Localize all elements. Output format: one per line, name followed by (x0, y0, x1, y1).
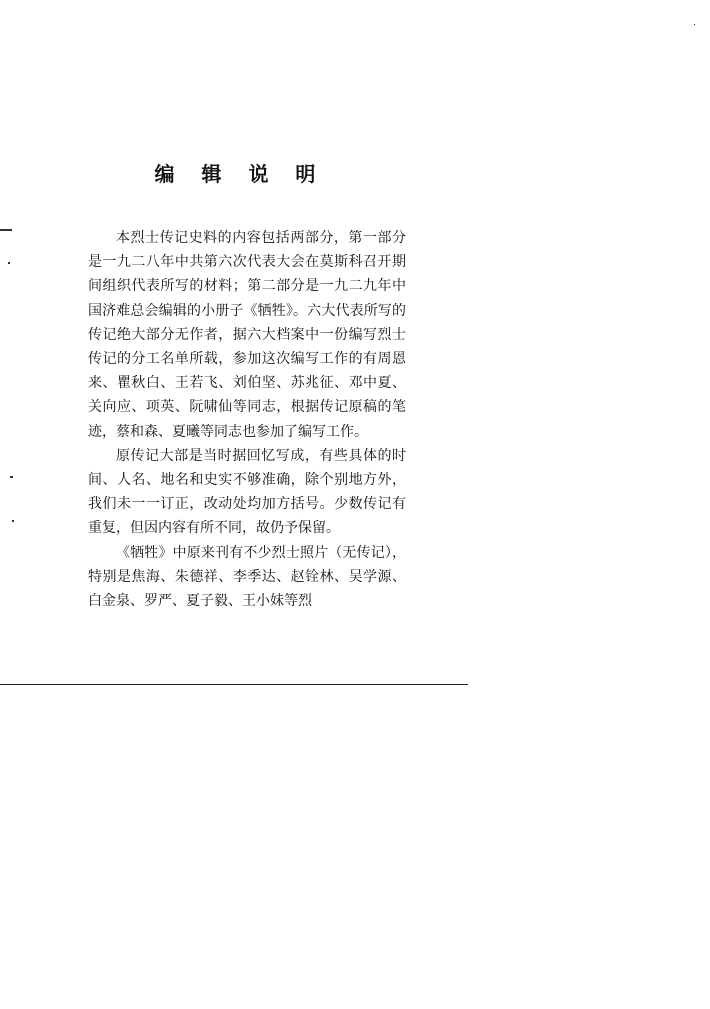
scan-mark (10, 476, 13, 478)
scan-mark (694, 24, 695, 25)
paragraph-3: 《牺牲》中原来刊有不少烈士照片（无传记），特别是焦海、朱德祥、李季达、赵铨林、吴学源、白金泉、罗严、夏子毅、王小妹等烈 (88, 544, 406, 610)
paragraph-1: 本烈士传记史料的内容包括两部分，第一部分是一九二八年中共第六次代表大会在莫斯科召开期间组织代表所写的材料；第二部分是一九二九年中国济难总会编辑的小册子《牺牲》。六大代表所写的传记绝大部分无作者，据六大档案中一份编写烈士传记的分工名单所载，参加这次编写工作的有周恩来、瞿秋白、王若飞、刘伯坚、苏兆征、邓中夏、关向应、项英、阮啸仙等同志，根据传记原稿的笔迹，蔡和森、夏曦等同志也参加了编写工作。 (88, 230, 406, 440)
body-text (88, 226, 406, 613)
paragraph-2: 原传记大部是当时据回忆写成，有些具体的时间、人名、地名和史实不够准确，除个别地方外，我们未一一订正，改动处均加方括号。少数传记有重复，但因内容有所不同，故仍予保留。 (88, 447, 406, 537)
page-title: 编 辑 说 明 (154, 162, 326, 186)
scan-mark (8, 262, 10, 264)
bottom-rule (0, 684, 468, 685)
scan-mark (12, 520, 14, 522)
scan-mark (0, 229, 12, 231)
